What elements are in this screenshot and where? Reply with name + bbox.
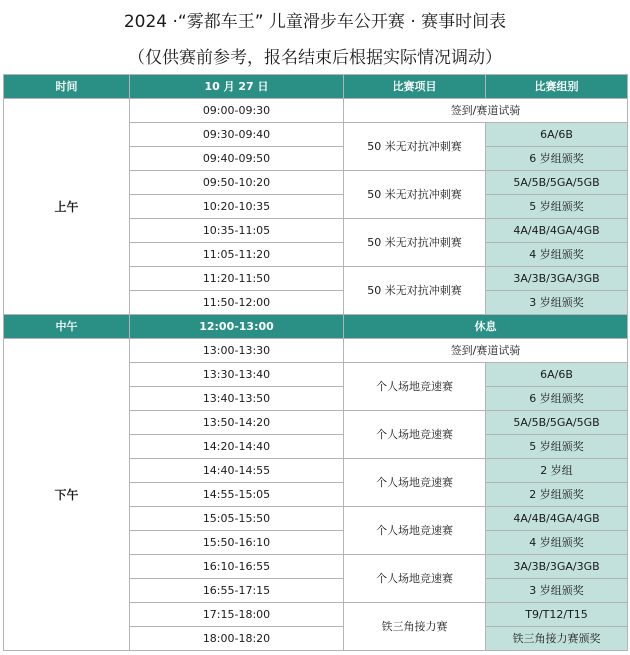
table-row bbox=[4, 339, 628, 363]
time-cell: 16:10-16:55 bbox=[130, 555, 344, 579]
time-cell: 13:00-13:30 bbox=[130, 339, 344, 363]
group-cell: 2 岁组颁奖 bbox=[486, 483, 628, 507]
event-cell: 个人场地竞速赛 bbox=[344, 411, 486, 459]
event-cell: 50 米无对抗冲刺赛 bbox=[344, 171, 486, 219]
header-event: 比赛项目 bbox=[344, 75, 486, 99]
group-cell: 4A/4B/4GA/4GB bbox=[486, 219, 628, 243]
time-cell: 18:00-18:20 bbox=[130, 627, 344, 651]
group-cell: 3 岁组颁奖 bbox=[486, 291, 628, 315]
noon-activity: 休息 bbox=[344, 315, 628, 339]
group-cell: 4A/4B/4GA/4GB bbox=[486, 507, 628, 531]
group-cell: 6 岁组颁奖 bbox=[486, 387, 628, 411]
group-cell: 5A/5B/5GA/5GB bbox=[486, 171, 628, 195]
time-cell: 09:30-09:40 bbox=[130, 123, 344, 147]
table-header-row bbox=[4, 75, 628, 99]
table-row bbox=[4, 99, 628, 123]
header-time: 时间 bbox=[4, 75, 130, 99]
group-cell: 3A/3B/3GA/3GB bbox=[486, 555, 628, 579]
event-cell: 个人场地竞速赛 bbox=[344, 363, 486, 411]
time-cell: 10:35-11:05 bbox=[130, 219, 344, 243]
time-cell: 10:20-10:35 bbox=[130, 195, 344, 219]
event-cell: 个人场地竞速赛 bbox=[344, 555, 486, 603]
time-cell: 15:05-15:50 bbox=[130, 507, 344, 531]
checkin-cell: 签到/赛道试骑 bbox=[344, 99, 628, 123]
group-cell: 6A/6B bbox=[486, 123, 628, 147]
group-cell: 4 岁组颁奖 bbox=[486, 531, 628, 555]
group-cell: 6A/6B bbox=[486, 363, 628, 387]
time-cell: 17:15-18:00 bbox=[130, 603, 344, 627]
time-cell: 11:05-11:20 bbox=[130, 243, 344, 267]
time-cell: 13:50-14:20 bbox=[130, 411, 344, 435]
group-cell: 4 岁组颁奖 bbox=[486, 243, 628, 267]
event-cell: 50 米无对抗冲刺赛 bbox=[344, 219, 486, 267]
period-afternoon: 下午 bbox=[4, 339, 130, 651]
checkin-cell: 签到/赛道试骑 bbox=[344, 339, 628, 363]
group-cell: 3A/3B/3GA/3GB bbox=[486, 267, 628, 291]
group-cell: 5 岁组颁奖 bbox=[486, 435, 628, 459]
event-cell: 个人场地竞速赛 bbox=[344, 459, 486, 507]
event-cell: 个人场地竞速赛 bbox=[344, 507, 486, 555]
group-cell: 3 岁组颁奖 bbox=[486, 579, 628, 603]
group-cell: 5 岁组颁奖 bbox=[486, 195, 628, 219]
period-morning: 上午 bbox=[4, 99, 130, 315]
time-cell: 15:50-16:10 bbox=[130, 531, 344, 555]
time-cell: 11:50-12:00 bbox=[130, 291, 344, 315]
event-cell: 铁三角接力赛 bbox=[344, 603, 486, 651]
time-cell: 16:55-17:15 bbox=[130, 579, 344, 603]
header-group: 比赛组别 bbox=[486, 75, 628, 99]
noon-time: 12:00-13:00 bbox=[130, 315, 344, 339]
time-cell: 14:20-14:40 bbox=[130, 435, 344, 459]
page-title: 2024 ·“雾都车王” 儿童滑步车公开赛 · 赛事时间表 bbox=[123, 12, 507, 32]
group-cell: T9/T12/T15 bbox=[486, 603, 628, 627]
time-cell: 13:40-13:50 bbox=[130, 387, 344, 411]
event-cell: 50 米无对抗冲刺赛 bbox=[344, 123, 486, 171]
time-cell: 09:50-10:20 bbox=[130, 171, 344, 195]
time-cell: 13:30-13:40 bbox=[130, 363, 344, 387]
header-date: 10 月 27 日 bbox=[130, 75, 344, 99]
group-cell: 6 岁组颁奖 bbox=[486, 147, 628, 171]
time-cell: 09:00-09:30 bbox=[130, 99, 344, 123]
schedule-table bbox=[3, 74, 628, 651]
event-cell: 50 米无对抗冲刺赛 bbox=[344, 267, 486, 315]
period-noon: 中午 bbox=[4, 315, 130, 339]
time-cell: 14:55-15:05 bbox=[130, 483, 344, 507]
page-subtitle: （仅供赛前参考，报名结束后根据实际情况调动） bbox=[128, 48, 502, 68]
time-cell: 11:20-11:50 bbox=[130, 267, 344, 291]
group-cell: 5A/5B/5GA/5GB bbox=[486, 411, 628, 435]
time-cell: 09:40-09:50 bbox=[130, 147, 344, 171]
group-cell: 2 岁组 bbox=[486, 459, 628, 483]
group-cell: 铁三角接力赛颁奖 bbox=[486, 627, 628, 651]
time-cell: 14:40-14:55 bbox=[130, 459, 344, 483]
noon-row bbox=[4, 315, 628, 339]
